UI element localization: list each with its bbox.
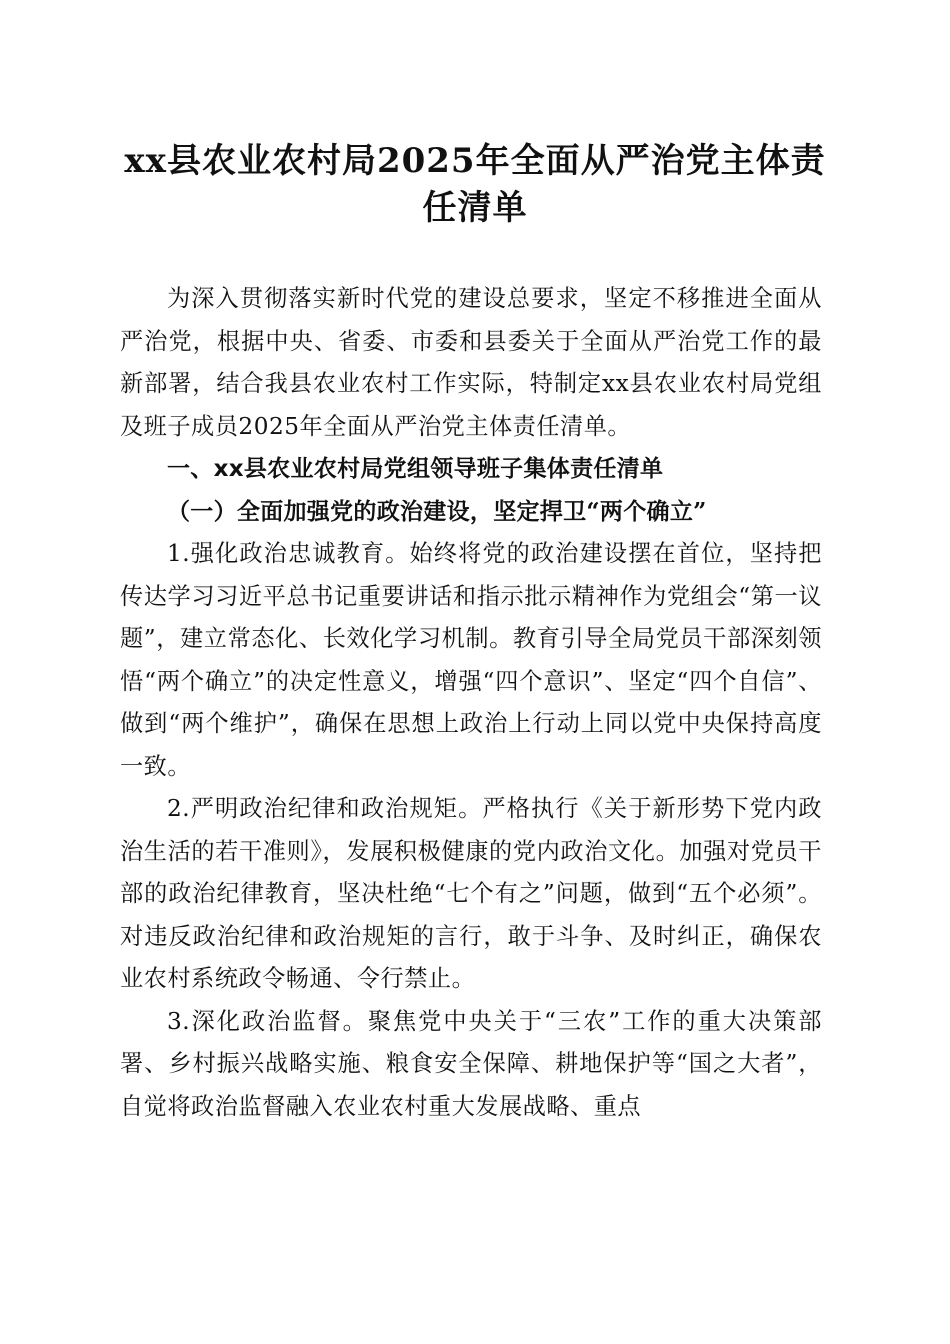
- intro-paragraph: 为深入贯彻落实新时代党的建设总要求，坚定不移推进全面从严治党，根据中央、省委、市委和县委关于全面从严治党工作的最新部署，结合我县农业农村工作实际，特制定xx县农业农村局党组及班子成员2025年全面从严治党主体责任清单。: [120, 285, 822, 440]
- item-paragraph-2: 2.严明政治纪律和政治规矩。严格执行《关于新形势下党内政治生活的若干准则》，发展积极健康的党内政治文化。加强对党员干部的政治纪律教育，坚决杜绝“七个有之”问题，做到“五个必须”。对违反政治纪律和政治规矩的言行，敢于斗争、及时纠正，确保农业农村系统政令畅通、令行禁止。: [120, 795, 822, 992]
- section-heading: 一、xx县农业农村局党组领导班子集体责任清单: [167, 456, 664, 482]
- subsection-heading: （一）全面加强党的政治建设，坚定捍卫“两个确立”: [167, 497, 707, 525]
- document-title: xx县农业农村局2025年全面从严治党主体责任清单: [124, 141, 826, 228]
- item-paragraph-1: 1.强化政治忠诚教育。始终将党的政治建设摆在首位，坚持把传达学习习近平总书记重要讲话和指示批示精神作为党组会“第一议题”，建立常态化、长效化学习机制。教育引导全局党员干部深刻领悟“两个确立”的决定性意义，增强“四个意识”、坚定“四个自信”、做到“两个维护”，确保在思想上政治上行动上同以党中央保持高度一致。: [120, 540, 822, 780]
- item-paragraph-3: 3.深化政治监督。聚焦党中央关于“三农”工作的重大决策部署、乡村振兴战略实施、粮食安全保障、耕地保护等“国之大者”，自觉将政治监督融入农业农村重大发展战略、重点: [120, 1007, 822, 1120]
- document-body: [120, 278, 822, 1128]
